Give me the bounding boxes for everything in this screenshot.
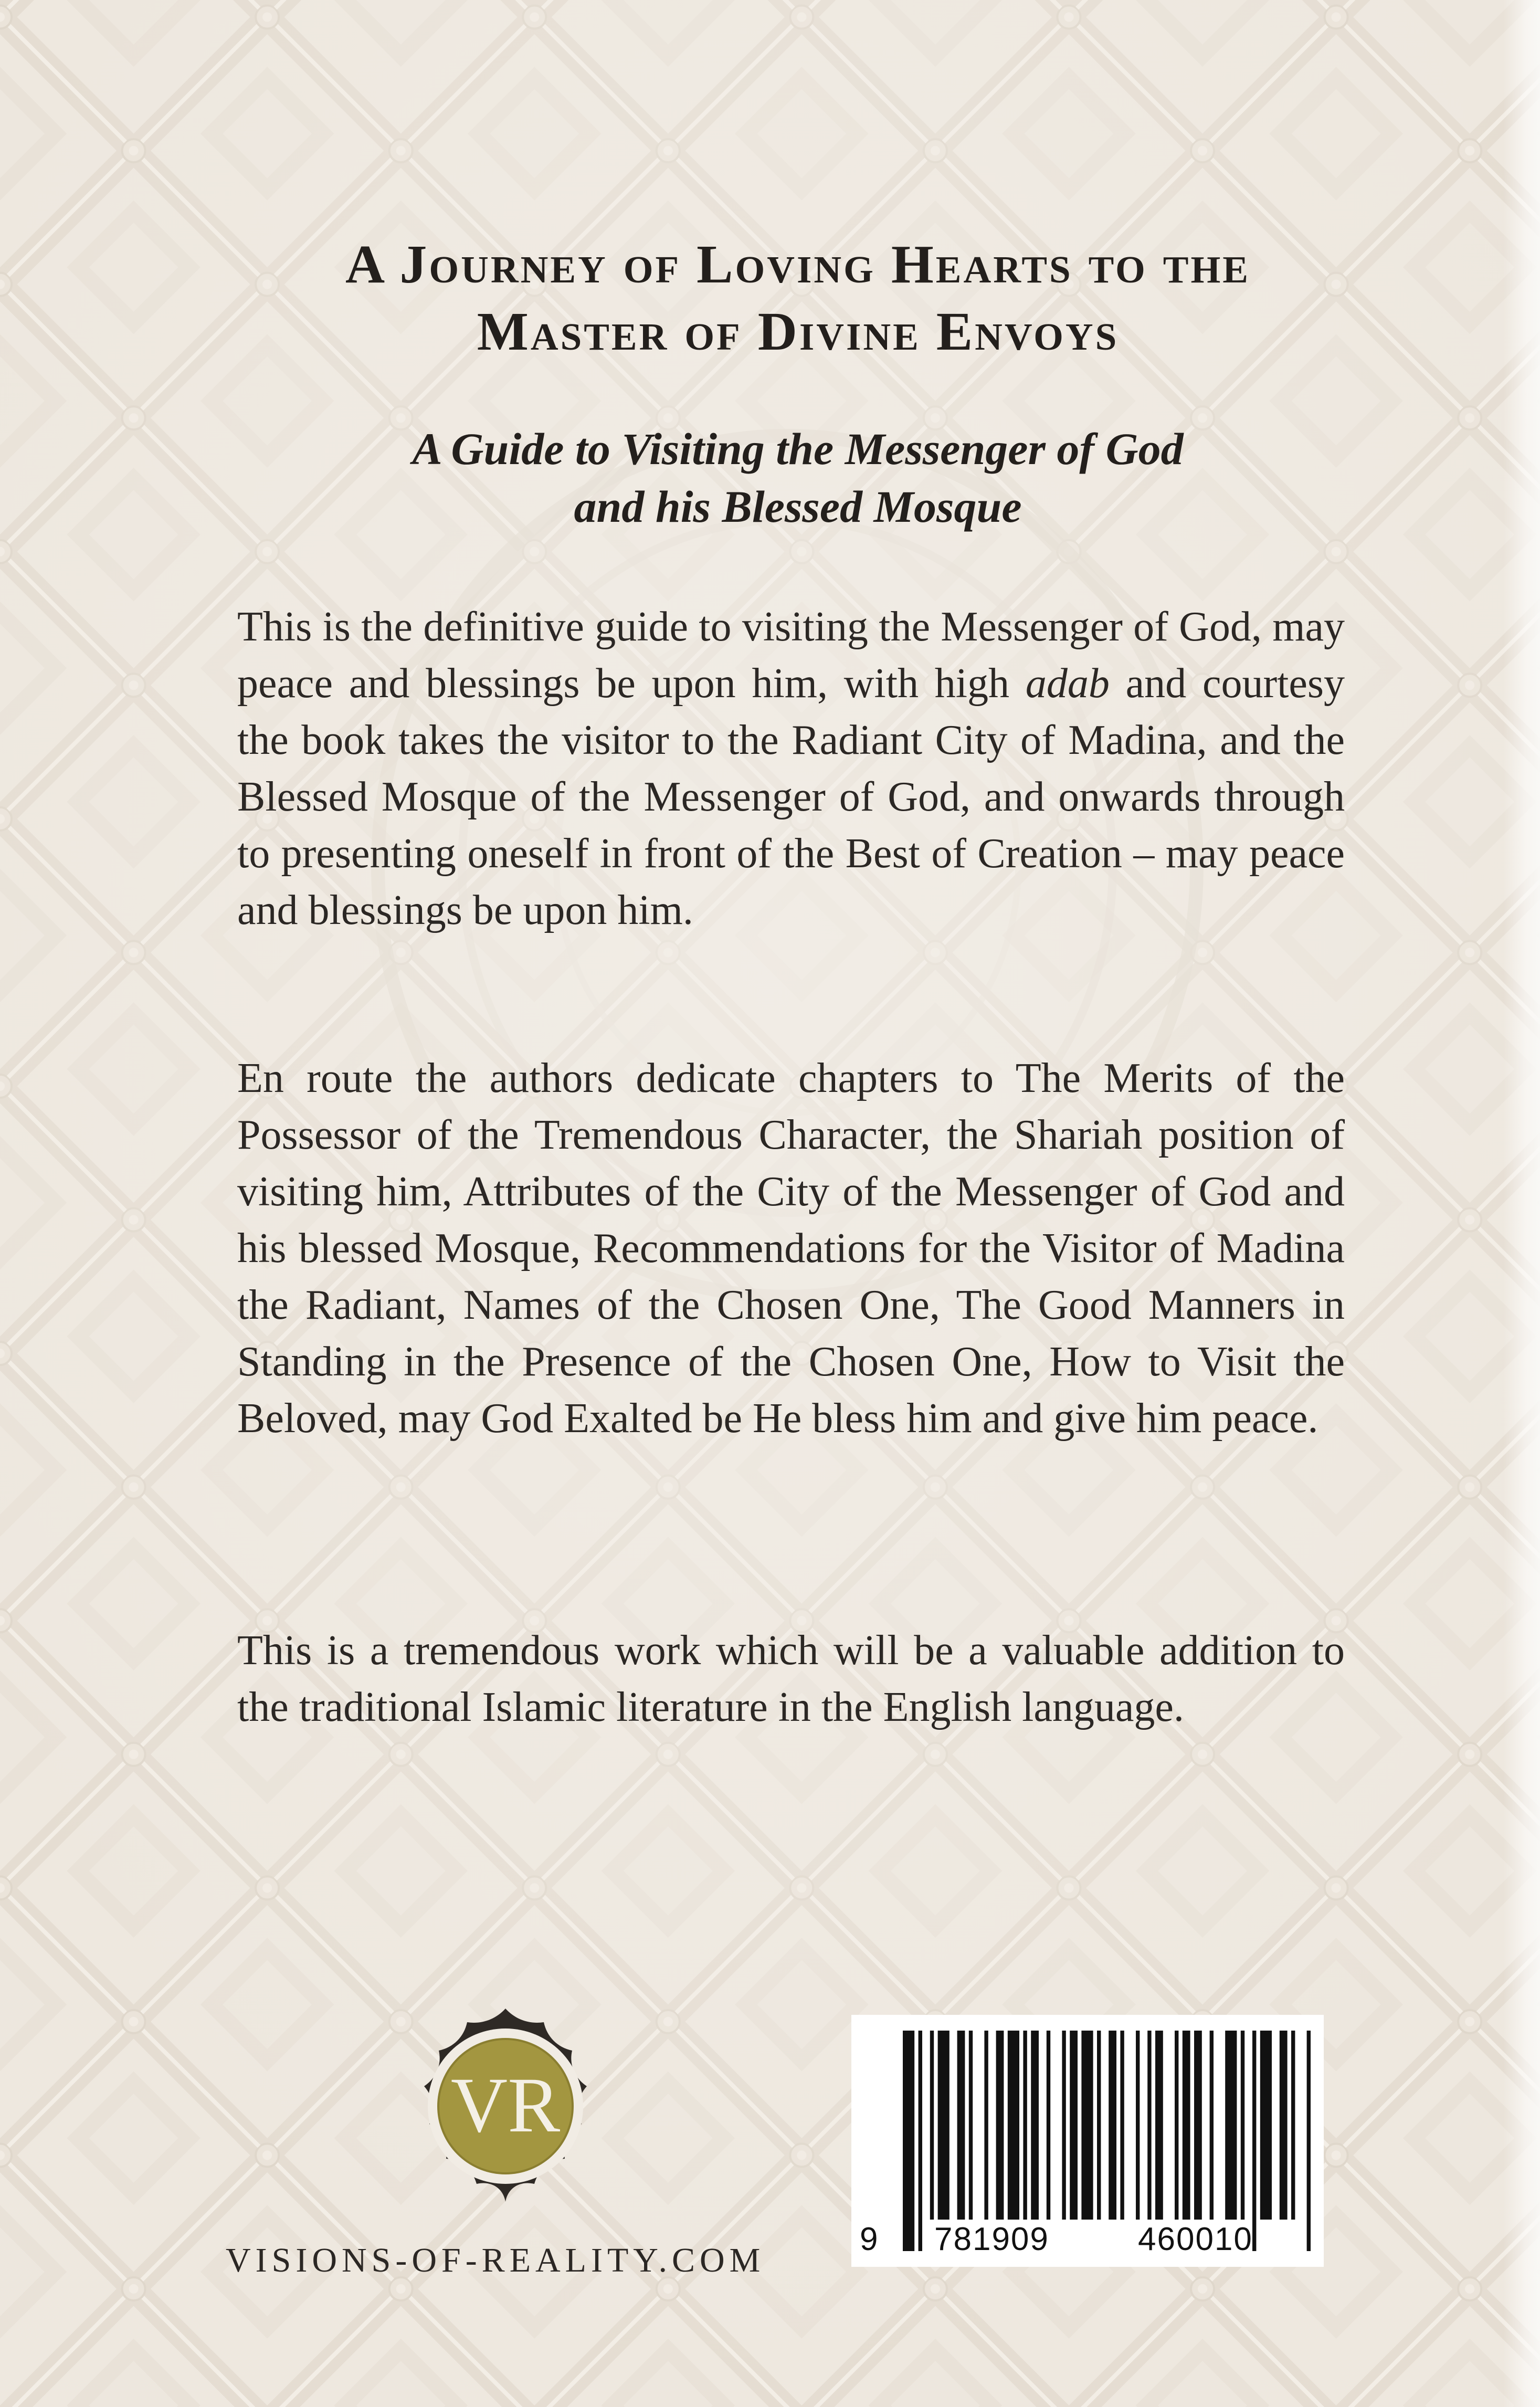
barcode-bar	[938, 2031, 950, 2220]
barcode-bar	[1023, 2031, 1027, 2220]
isbn-right-digits: 460010	[1138, 2221, 1253, 2257]
title-line-1: A Journey of Loving Hearts to the	[345, 234, 1250, 295]
barcode-bar	[1070, 2031, 1078, 2220]
isbn-barcode	[851, 2015, 1324, 2267]
barcode-bar	[1155, 2031, 1163, 2220]
description-paragraph-3: This is a tremendous work which will be a valuable addition to the traditional Islamic literature in the English language.	[237, 1627, 1345, 1730]
barcode-bar	[1147, 2031, 1151, 2220]
description-paragraph-1	[237, 598, 1345, 939]
barcode-bar	[919, 2031, 922, 2251]
book-title	[220, 231, 1375, 365]
barcode-bar	[1081, 2031, 1093, 2220]
barcode-bar	[1307, 2031, 1311, 2251]
paragraph-1-text-b: and courtesy the book takes the visitor to the Radiant City of Madina, and the Blessed Mosque of the Messenger of God, and onwards through to presenting oneself in front of the Best of Creation – may peace and blessings be upon him.	[237, 660, 1345, 933]
publisher-logo	[408, 2006, 603, 2216]
barcode-bar	[1241, 2031, 1244, 2220]
isbn-left-digits: 781909	[934, 2221, 1049, 2257]
barcode-bar	[1225, 2031, 1237, 2220]
barcode-bar	[903, 2031, 914, 2251]
description-paragraph-2: En route the authors dedicate chapters to The Merits of the Possessor of the Tremendous Character, the Shariah position of visiting him, Attributes of the City of the Messenger of God and his blessed Mosque, Recommendations for the Visitor of Madina the Radiant, Names of the Chosen One, The Good Manners in Standing in the Presence of the Chosen One, How to Visit the Beloved, may God Exalted be He bless him and give him peace.	[237, 1055, 1345, 1442]
barcode-bar	[996, 2031, 1004, 2220]
barcode-bar	[984, 2031, 988, 2220]
barcode-bar	[1047, 2031, 1050, 2220]
barcode-bar	[1062, 2031, 1066, 2220]
barcode-bar	[1031, 2031, 1039, 2220]
barcode-bar	[1008, 2031, 1019, 2220]
barcode-bar	[1194, 2031, 1202, 2220]
barcode-bar	[1260, 2031, 1272, 2220]
spine-edge	[1503, 0, 1540, 2407]
paragraph-1-italic-term: adab	[1025, 660, 1110, 707]
barcode-bar	[930, 2031, 934, 2220]
barcode-bar	[1097, 2031, 1101, 2220]
paragraph-1-text-a: This is the definitive guide to visiting the Messenger of God, may peace and blessings be upon him, with high	[237, 604, 1345, 707]
subtitle-line-2: and his Blessed Mosque	[574, 481, 1022, 532]
book-subtitle	[273, 420, 1323, 535]
barcode-bar	[1120, 2031, 1124, 2220]
barcode-bar	[1136, 2031, 1140, 2220]
barcode-bar	[1183, 2031, 1190, 2220]
publisher-logo-emblem	[408, 2006, 603, 2216]
logo-monogram: VR	[450, 2062, 561, 2149]
title-line-2: Master of Divine Envoys	[477, 301, 1119, 362]
barcode-bar	[1291, 2031, 1295, 2220]
barcode-bar	[1252, 2031, 1256, 2251]
barcode-bars	[851, 2015, 1324, 2267]
barcode-bar	[1175, 2031, 1178, 2220]
isbn-lead-digit: 9	[860, 2221, 879, 2257]
subtitle-line-1: A Guide to Visiting the Messenger of God	[412, 424, 1184, 474]
barcode-bar	[1109, 2031, 1116, 2220]
barcode-bar	[1210, 2031, 1214, 2220]
barcode-bar	[969, 2031, 973, 2220]
barcode-bar	[957, 2031, 965, 2220]
barcode-bar	[1280, 2031, 1288, 2220]
publisher-website: VISIONS-OF-REALITY.COM	[226, 2241, 765, 2279]
